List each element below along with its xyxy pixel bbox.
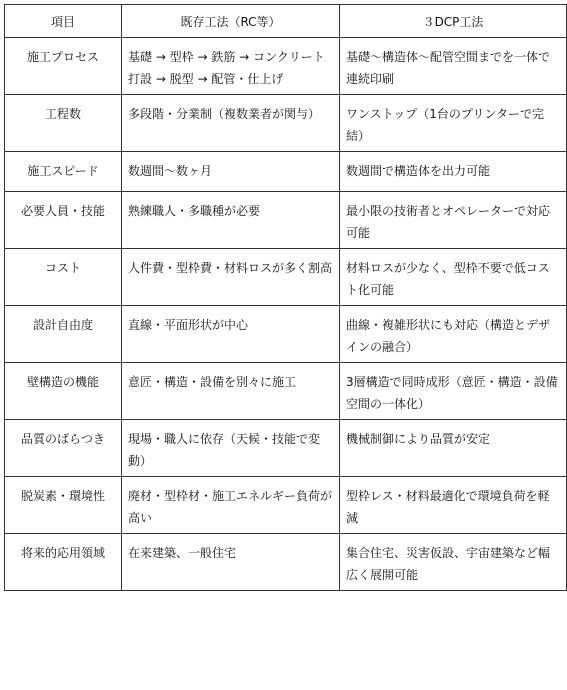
header-existing: 既存工法（RC等） bbox=[122, 5, 340, 38]
row-3dcp: 型枠レス・材料最適化で環境負荷を軽減 bbox=[340, 477, 567, 534]
row-item: 将来的応用領域 bbox=[5, 534, 122, 591]
row-item: コスト bbox=[5, 249, 122, 306]
row-3dcp: 基礎〜構造体〜配管空間までを一体で連続印刷 bbox=[340, 38, 567, 95]
row-existing: 数週間〜数ヶ月 bbox=[122, 152, 340, 192]
row-item: 施工スピード bbox=[5, 152, 122, 192]
table-row bbox=[5, 152, 567, 192]
row-3dcp: 曲線・複雑形状にも対応（構造とデザインの融合） bbox=[340, 306, 567, 363]
row-item: 必要人員・技能 bbox=[5, 192, 122, 249]
row-existing: 廃材・型枠材・施工エネルギー負荷が高い bbox=[122, 477, 340, 534]
row-existing: 意匠・構造・設備を別々に施工 bbox=[122, 363, 340, 420]
table-row bbox=[5, 306, 567, 363]
row-existing: 多段階・分業制（複数業者が関与） bbox=[122, 95, 340, 152]
row-existing: 在来建築、一般住宅 bbox=[122, 534, 340, 591]
row-existing: 基礎 → 型枠 → 鉄筋 → コンクリート打設 → 脱型 → 配管・仕上げ bbox=[122, 38, 340, 95]
table-row bbox=[5, 363, 567, 420]
row-existing: 直線・平面形状が中心 bbox=[122, 306, 340, 363]
row-item: 壁構造の機能 bbox=[5, 363, 122, 420]
row-3dcp: 材料ロスが少なく、型枠不要で低コスト化可能 bbox=[340, 249, 567, 306]
row-3dcp: 最小限の技術者とオペレーターで対応可能 bbox=[340, 192, 567, 249]
row-item: 脱炭素・環境性 bbox=[5, 477, 122, 534]
row-existing: 人件費・型枠費・材料ロスが多く割高 bbox=[122, 249, 340, 306]
table-row bbox=[5, 477, 567, 534]
comparison-table bbox=[4, 4, 567, 591]
row-3dcp: 3層構造で同時成形（意匠・構造・設備空間の一体化） bbox=[340, 363, 567, 420]
row-item: 施工プロセス bbox=[5, 38, 122, 95]
row-3dcp: 集合住宅、災害仮設、宇宙建築など幅広く展開可能 bbox=[340, 534, 567, 591]
row-item: 工程数 bbox=[5, 95, 122, 152]
row-item: 品質のばらつき bbox=[5, 420, 122, 477]
header-row bbox=[5, 5, 567, 38]
row-3dcp: 数週間で構造体を出力可能 bbox=[340, 152, 567, 192]
table-row bbox=[5, 534, 567, 591]
table-row bbox=[5, 95, 567, 152]
row-existing: 現場・職人に依存（天候・技能で変動） bbox=[122, 420, 340, 477]
header-3dcp: ３DCP工法 bbox=[340, 5, 567, 38]
row-item: 設計自由度 bbox=[5, 306, 122, 363]
table-row bbox=[5, 249, 567, 306]
table-row bbox=[5, 38, 567, 95]
row-existing: 熟練職人・多職種が必要 bbox=[122, 192, 340, 249]
row-3dcp: ワンストップ（1台のプリンターで完結） bbox=[340, 95, 567, 152]
row-3dcp: 機械制御により品質が安定 bbox=[340, 420, 567, 477]
table-row bbox=[5, 192, 567, 249]
header-item: 項目 bbox=[5, 5, 122, 38]
table-row bbox=[5, 420, 567, 477]
